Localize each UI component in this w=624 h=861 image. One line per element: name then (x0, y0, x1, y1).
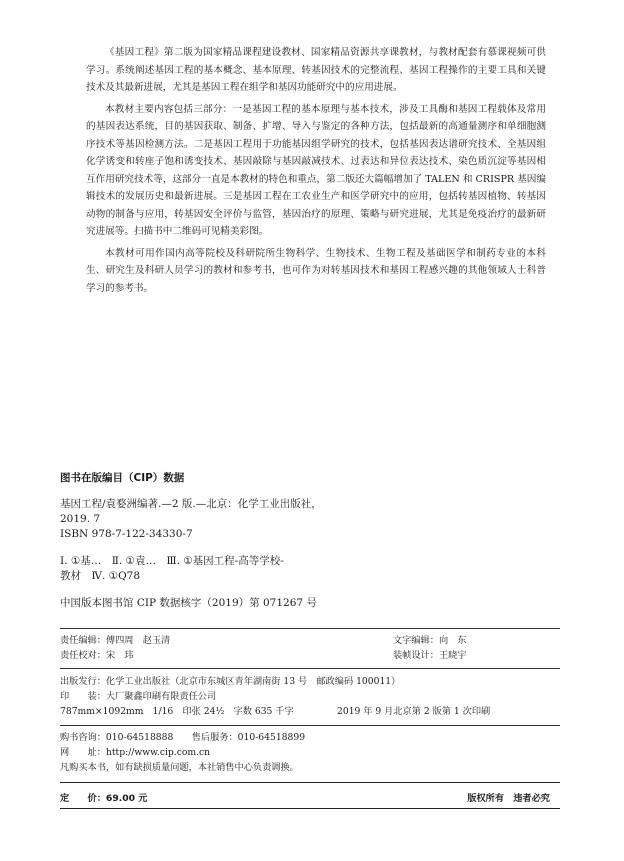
credits-row-2 (60, 648, 560, 663)
printer-line: 印 装：大厂聚鑫印刷有限责任公司 (60, 691, 217, 702)
notice-line: 凡购买本书，如有缺损质量问题，本社销售中心负责调换。 (60, 762, 299, 773)
cip-heading: 图书在版编目（CIP）数据 (60, 472, 185, 484)
credits-block (60, 633, 560, 663)
intro-paragraph-3: 本教材可用作国内高等院校及科研院所生物科学、生物技术、生物工程及基础医学和制药专业的本科生、研究生及科研人员学习的教材和参考书，也可作为对转基因技术和基因工程感兴趣的其他领域人士科普学习的参考书。 (86, 247, 546, 294)
credits-row-1 (60, 633, 560, 648)
price: 定 价：69.00 元 (60, 793, 148, 804)
cip-entry-line-2: 2019. 7 (60, 513, 101, 525)
cip-entry-line-1: 基因工程/袁婺洲编著.—2 版.—北京：化学工业出版社， (60, 498, 322, 510)
cip-classification (60, 554, 560, 584)
design-value: 王晓宇 (438, 650, 467, 661)
publishing-block (60, 674, 560, 719)
cip-class-line-1: Ⅰ. ①基… Ⅱ. ①袁… Ⅲ. ①基因工程-高等学校- (60, 555, 284, 567)
cip-data-section (60, 470, 560, 611)
cip-isbn: ISBN 978-7-122-34330-7 (60, 528, 193, 540)
book-description (86, 44, 546, 301)
divider-credits (60, 668, 560, 669)
design-label: 装帧设计： (393, 650, 439, 661)
intro-paragraph-1: 《基因工程》第二版为国家精品课程建设教材、国家精品资源共享课教材，与教材配套有慕课视频可供学习。系统阐述基因工程的基本概念、基本原理、转基因技术的完整流程、基因工程操作的主要工具和关键技术及其最新进展，尤其是基因工程在组学和基因功能研究中的应用进展。 (86, 47, 546, 93)
divider-top (60, 628, 560, 629)
phone-line: 购书咨询：010-64518888 售后服务：010-64518899 (60, 732, 306, 743)
text-editor-value: 向 东 (438, 635, 467, 646)
intro-paragraph-2: 本教材主要内容包括三部分：一是基因工程的基本原理与基本技术，涉及工具酶和基因工程载体及常用的基因表达系统，目的基因获取、制备、扩增、导入与鉴定的各种方法，包括最新的高通量测序和单细胞测序技术等基因检测方法。二是基因工程用于功能基因组学研究的技术，包括基因表达谱研究技术、全基因组化学诱变和转座子饱和诱变技术、基因敲除与基因敲减技术、过表达和异位表达技术、染色质沉淀等基因相互作用研究技术等，这部分一直是本教材的特色和重点，第二版还大篇幅增加了 TALEN 和 CRISPR 基因编辑技术的发展历史和最新进展。三是基因工程在工农业生产和医学研究中的应用，包括转基因植物、转基因动物的制备与应用，转基因安全评价与监管，基因治疗的原理、策略与研究进展，尤其是免疫治疗的最新研究进展等。扫描书中二维码可见精美彩图。 (86, 103, 546, 237)
cip-entry (60, 497, 560, 542)
footer (60, 790, 560, 804)
cip-class-line-2: 教材 Ⅳ. ①Q78 (60, 570, 141, 582)
proof-label: 责任校对： (60, 650, 106, 661)
specs-row (60, 704, 560, 719)
text-editor-label: 文字编辑： (393, 635, 439, 646)
cip-record-number: 中国版本图书馆 CIP 数据核字（2019）第 071267 号 (60, 597, 317, 609)
divider-publishing (60, 725, 560, 726)
specs-right: 2019 年 9 月北京第 2 版第 1 次印刷 (337, 706, 491, 717)
divider-footer (60, 782, 560, 783)
editor-value: 傅四周 赵玉清 (105, 635, 171, 646)
contact-block (60, 730, 560, 775)
specs-left: 787mm×1092mm 1/16 印张 24½ 字数 635 千字 (60, 706, 294, 717)
divider-bottom (60, 808, 560, 809)
editor-label: 责任编辑： (60, 635, 106, 646)
web-line: 网 址：http://www.cip.com.cn (60, 747, 211, 758)
rights-notice: 版权所有 违者必究 (467, 793, 550, 804)
proof-value: 宋 玮 (105, 650, 134, 661)
publisher-line: 出版发行：化学工业出版社（北京市东城区青年湖南街 13 号 邮政编码 100011） (60, 676, 401, 687)
